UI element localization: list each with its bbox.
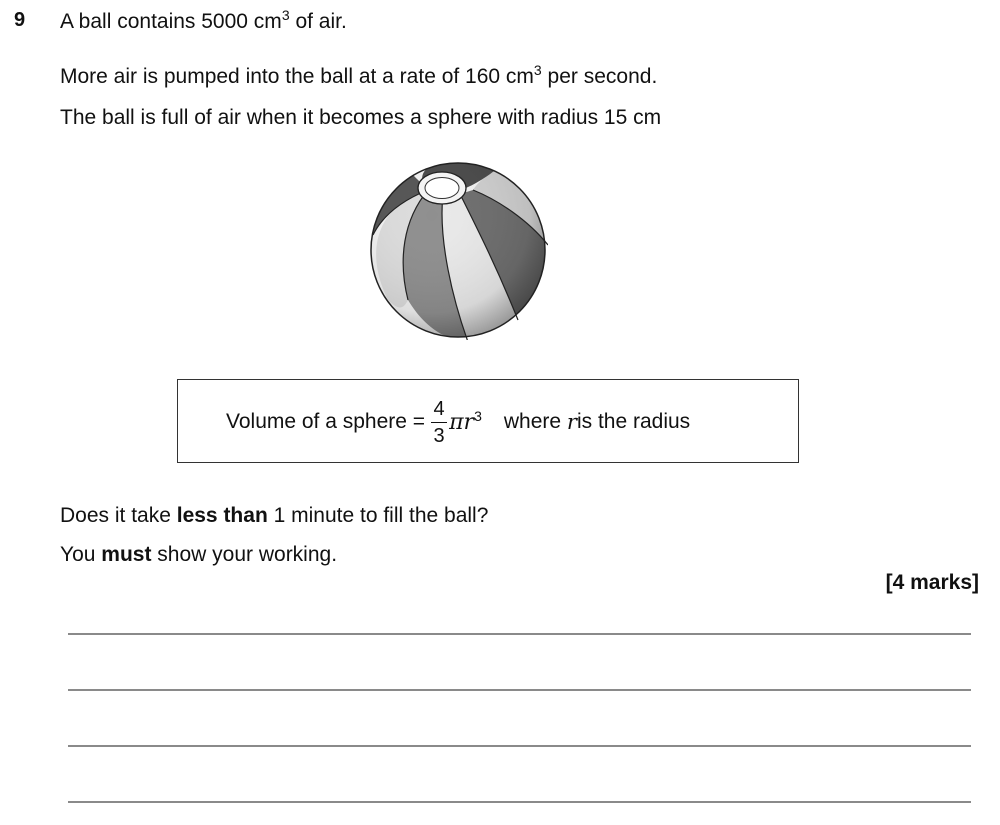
where-variable: r: [566, 410, 577, 434]
question-line-2-end: per second.: [541, 65, 658, 88]
sphere-volume-formula: [226, 380, 690, 464]
answer-line[interactable]: [68, 801, 971, 803]
cube-exponent: 3: [474, 407, 482, 424]
formula-box: [177, 379, 799, 463]
question-line-1-end: of air.: [289, 10, 347, 33]
question-line-2: [60, 63, 657, 91]
question-line-3: The ball is full of air when it becomes a sphere with radius 15 cm: [60, 106, 662, 129]
where-rest: is the radius: [576, 410, 691, 433]
prompt-line-2-bold: must: [101, 543, 152, 566]
prompt-line-1-end: 1 minute to fill the ball?: [267, 504, 489, 527]
answer-line[interactable]: [68, 689, 971, 691]
question-line-1-text: A ball contains 5000 cm: [60, 10, 282, 33]
beach-ball-icon: [368, 160, 548, 340]
question-line-2-text: More air is pumped into the ball at a rate of 160 cm: [60, 65, 534, 88]
cubed-superscript: 3: [281, 7, 290, 23]
where-text: where: [503, 410, 562, 433]
prompt-line-1-text: Does it take: [60, 504, 177, 527]
prompt-line-1-bold: less than: [176, 504, 268, 527]
formula-label: Volume of a sphere =: [226, 410, 426, 433]
answer-line[interactable]: [68, 745, 971, 747]
radius-variable: r: [463, 409, 475, 435]
fraction-numerator: 4: [433, 397, 445, 420]
prompt-line-2-end: show your working.: [151, 543, 338, 566]
pi-symbol: π: [449, 409, 464, 435]
fraction: [431, 399, 447, 446]
prompt-line-2-text: You: [60, 543, 102, 566]
question-number: 9: [14, 9, 26, 31]
answer-line[interactable]: [68, 633, 971, 635]
question-line-1: [60, 8, 347, 36]
cubed-superscript: 3: [533, 62, 542, 78]
marks-label: [4 marks]: [885, 571, 979, 594]
prompt-line-2: [60, 541, 337, 569]
fraction-denominator: 3: [433, 424, 445, 447]
prompt-line-1: [60, 502, 488, 530]
pi-r-cubed: [449, 407, 482, 435]
